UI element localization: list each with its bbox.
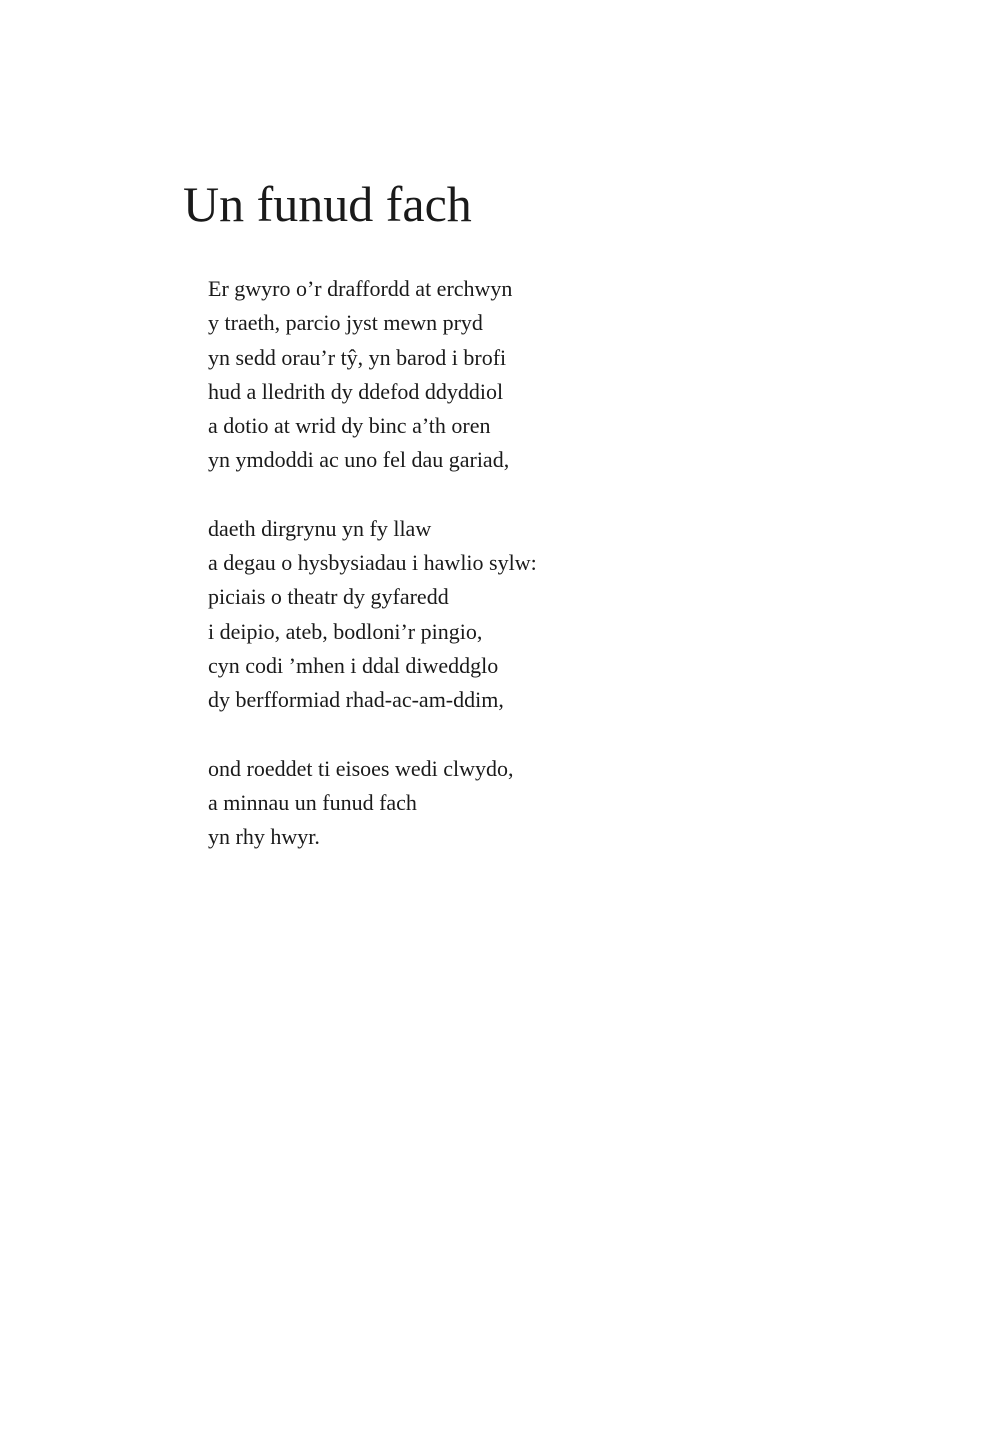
poem-body	[208, 272, 808, 888]
poem-line: a degau o hysbysiadau i hawlio sylw:	[208, 550, 537, 576]
poem-line: dy berfformiad rhad-ac-am-ddim,	[208, 687, 504, 713]
poem-line: a minnau un funud fach	[208, 789, 417, 815]
stanza-1	[208, 272, 808, 478]
poem-line: cyn codi ’mhen i ddal diweddglo	[208, 652, 499, 678]
stanza-2	[208, 512, 808, 718]
poem-line: piciais o theatr dy gyfaredd	[208, 584, 449, 610]
poem-line: Er gwyro o’r draffordd at erchwyn	[208, 276, 513, 301]
poem-line: yn rhy hwyr.	[208, 824, 320, 850]
poem-title: Un funud fach	[183, 176, 472, 232]
poem-line: yn sedd orau’r tŷ, yn barod i brofi	[208, 344, 507, 370]
poem-line: ond roeddet ti eisoes wedi clwydo,	[208, 755, 514, 781]
poem-line: a dotio at wrid dy binc a’th oren	[208, 413, 491, 439]
poem-line: y traeth, parcio jyst mewn pryd	[208, 310, 483, 336]
poem-line: yn ymdoddi ac uno fel dau gariad,	[208, 447, 510, 473]
poem-line: i deipio, ateb, bodloni’r pingio,	[208, 618, 483, 644]
poem-line: hud a lledrith dy ddefod ddyddiol	[208, 378, 504, 404]
poem-line: daeth dirgrynu yn fy llaw	[208, 515, 432, 541]
stanza-3	[208, 752, 808, 855]
